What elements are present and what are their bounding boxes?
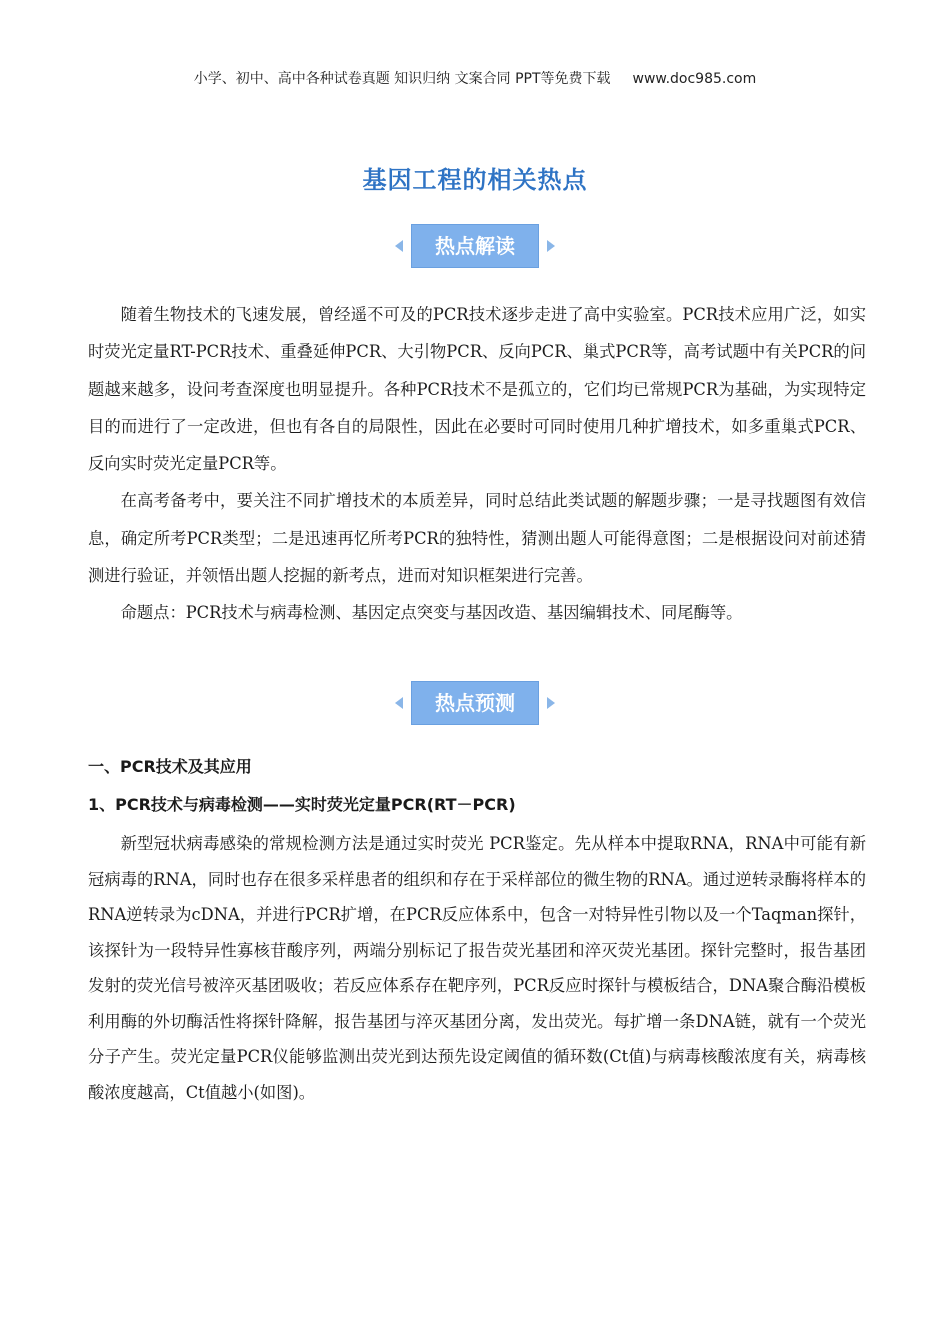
section-body (88, 826, 866, 1110)
banner-hot-analysis-label: 热点解读 (411, 224, 539, 268)
arrow-right-icon (547, 240, 555, 252)
intro-section (88, 296, 866, 632)
arrow-left-icon (395, 697, 403, 709)
intro-paragraph-1: 随着生物技术的飞速发展，曾经遥不可及的PCR技术逐步走进了高中实验室。PCR技术应用广泛，如实时荧光定量RT-PCR技术、重叠延伸PCR、大引物PCR、反向PCR、巢式PCR等，高考试题中有关PCR的问题越来越多，设问考查深度也明显提升。各种PCR技术不是孤立的，它们均已常规PCR为基础，为实现特定目的而进行了一定改进，但也有各自的局限性，因此在必要时可同时使用几种扩增技术，如多重巢式PCR、反向实时荧光定量PCR等。 (88, 305, 866, 474)
banner-hot-prediction (0, 681, 950, 725)
arrow-right-icon (547, 697, 555, 709)
header-site-link[interactable]: www.doc985.com (632, 71, 757, 87)
section-paragraph: 新型冠状病毒感染的常规检测方法是通过实时荧光 PCR鉴定。先从样本中提取RNA，RNA中可能有新冠病毒的RNA，同时也存在很多采样患者的组织和存在于采样部位的微生物的RNA。通过逆转录酶将样本的RNA逆转录为cDNA，并进行PCR扩增，在PCR反应体系中，包含一对特异性引物以及一个Taqman探针，该探针为一段特异性寡核苷酸序列，两端分别标记了报告荧光基团和淬灭荧光基团。探针完整时，报告基团发射的荧光信号被淬灭基团吸收；若反应体系存在靶序列，PCR反应时探针与模板结合，DNA聚合酶沿模板利用酶的外切酶活性将探针降解，报告基团与淬灭基团分离，发出荧光。每扩增一条DNA链，就有一个荧光分子产生。荧光定量PCR仪能够监测出荧光到达预先设定阈值的循环数(Ct值)与病毒核酸浓度有关，病毒核酸浓度越高，Ct值越小(如图)。 (88, 834, 866, 1102)
banner-hot-analysis (0, 224, 950, 268)
banner-hot-prediction-label: 热点预测 (411, 681, 539, 725)
section-heading: 一、PCR技术及其应用 (88, 757, 252, 776)
arrow-left-icon (395, 240, 403, 252)
header-text: 小学、初中、高中各种试卷真题 知识归纳 文案合同 PPT等免费下载 (193, 71, 611, 87)
subsection-heading: 1、PCR技术与病毒检测——实时荧光定量PCR(RT－PCR) (88, 795, 516, 814)
intro-paragraph-3: 命题点：PCR技术与病毒检测、基因定点突变与基因改造、基因编辑技术、同尾酶等。 (120, 603, 743, 623)
intro-paragraph-2: 在高考备考中，要关注不同扩增技术的本质差异，同时总结此类试题的解题步骤；一是寻找题图有效信息，确定所考PCR类型；二是迅速再忆所考PCR的独特性，猜测出题人可能得意图；二是根据设问对前述猜测进行验证，并领悟出题人挖掘的新考点，进而对知识框架进行完善。 (88, 491, 866, 586)
page-title: 基因工程的相关热点 (362, 166, 588, 194)
page-header (0, 68, 950, 88)
